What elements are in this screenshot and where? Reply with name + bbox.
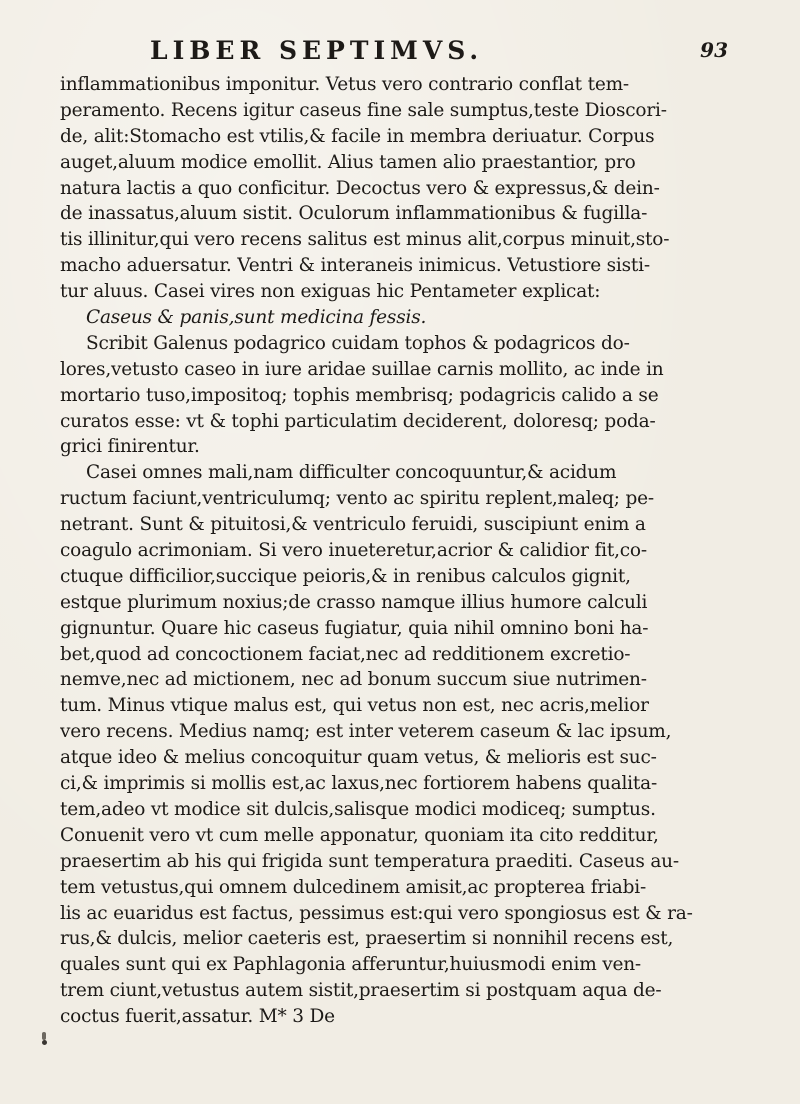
text-line: macho aduersatur. Ventri & interaneis inimicus. Vetustiore sisti- xyxy=(60,255,650,277)
text-line: natura lactis a quo conficitur. Decoctus vero & expressus,& dein- xyxy=(60,177,660,199)
page-header xyxy=(150,36,728,66)
text-line: tur aluus. Casei vires non exiguas hic Pentameter explicat: xyxy=(60,281,601,303)
text-line: curatos esse: vt & tophi particulatim deciderent, doloresq; poda- xyxy=(60,410,656,432)
text-line: ctuque difficilior,succique peioris,& in renibus calculos gignit, xyxy=(60,565,631,587)
text-line: auget,aluum modice emollit. Alius tamen alio praestantior, pro xyxy=(60,151,636,173)
margin-ink-dot xyxy=(42,1040,47,1045)
running-title: LIBER SEPTIMVS. xyxy=(150,36,484,65)
text-line: estque plurimum noxius;de crasso namque illius humore calculi xyxy=(60,591,648,613)
text-line: praesertim ab his qui frigida sunt temperatura praediti. Caseus au- xyxy=(60,850,679,872)
text-line: inflammationibus imponitur. Vetus vero contrario conflat tem- xyxy=(60,74,629,95)
text-line: tum. Minus vtique malus est, qui vetus non est, nec acris,melior xyxy=(60,695,649,717)
text-line: bet,quod ad concoctionem faciat,nec ad redditionem excretio- xyxy=(60,643,631,665)
text-line: quales sunt qui ex Paphlagonia afferuntur,huiusmodi enim ven- xyxy=(60,954,641,976)
text-line: Conuenit vero vt cum melle apponatur, quoniam ita cito redditur, xyxy=(60,824,659,846)
text-line: ci,& imprimis si mollis est,ac laxus,nec fortiorem habens qualita- xyxy=(60,773,657,795)
text-line: mortario tuso,impositoq; tophis membrisq; podagricis calido a se xyxy=(60,384,659,406)
text-line: nemve,nec ad mictionem, nec ad bonum succum siue nutrimen- xyxy=(60,669,647,691)
text-line: peramento. Recens igitur caseus fine sale sumptus,teste Dioscori- xyxy=(60,99,667,121)
text-line: de, alit:Stomacho est vtilis,& facile in membra deriuatur. Corpus xyxy=(60,125,655,147)
paragraph-start: Scribit Galenus podagrico cuidam tophos & podagricos do- xyxy=(86,332,630,354)
text-line: rus,& dulcis, melior caeteris est, praesertim si nonnihil recens est, xyxy=(60,928,674,950)
text-line: trem ciunt,vetustus autem sistit,praesertim si postquam aqua de- xyxy=(60,980,662,1002)
text-line: gignuntur. Quare hic caseus fugiatur, quia nihil omnino boni ha- xyxy=(60,617,649,639)
verse-line: Caseus & panis,sunt medicina fessis. xyxy=(86,307,427,329)
text-line-with-signature: coctus fuerit,assatur. M* 3 De xyxy=(60,1006,335,1028)
text-line: lis ac euaridus est factus, pessimus est:qui vero spongiosus est & ra- xyxy=(60,902,693,924)
text-line: vero recens. Medius namq; est inter veterem caseum & lac ipsum, xyxy=(60,721,672,743)
text-line: tem,adeo vt modice sit dulcis,salisque modici modiceq; sumptus. xyxy=(60,798,656,820)
text-line: tis illinitur,qui vero recens salitus est minus alit,corpus minuit,sto- xyxy=(60,229,670,251)
text-line: atque ideo & melius concoquitur quam vetus, & melioris est suc- xyxy=(60,747,657,769)
paragraph-start: Casei omnes mali,nam difficulter concoquuntur,& acidum xyxy=(86,462,617,484)
text-line: coagulo acrimoniam. Si vero inueteretur,acrior & calidior fit,co- xyxy=(60,540,647,562)
text-line: ructum faciunt,ventriculumq; vento ac spiritu replent,maleq; pe- xyxy=(60,488,654,510)
text-line: lores,vetusto caseo in iure aridae suillae carnis mollito, ac inde in xyxy=(60,358,664,380)
text-line: grici finirentur. xyxy=(60,436,200,458)
margin-ink-mark xyxy=(42,1032,46,1040)
body-text xyxy=(60,72,740,1030)
page-number: 93 xyxy=(700,38,728,62)
text-line: de inassatus,aluum sistit. Oculorum inflammationibus & fugilla- xyxy=(60,203,648,225)
text-line: netrant. Sunt & pituitosi,& ventriculo feruidi, suscipiunt enim a xyxy=(60,514,646,536)
text-line: tem vetustus,qui omnem dulcedinem amisit,ac propterea friabi- xyxy=(60,876,647,898)
